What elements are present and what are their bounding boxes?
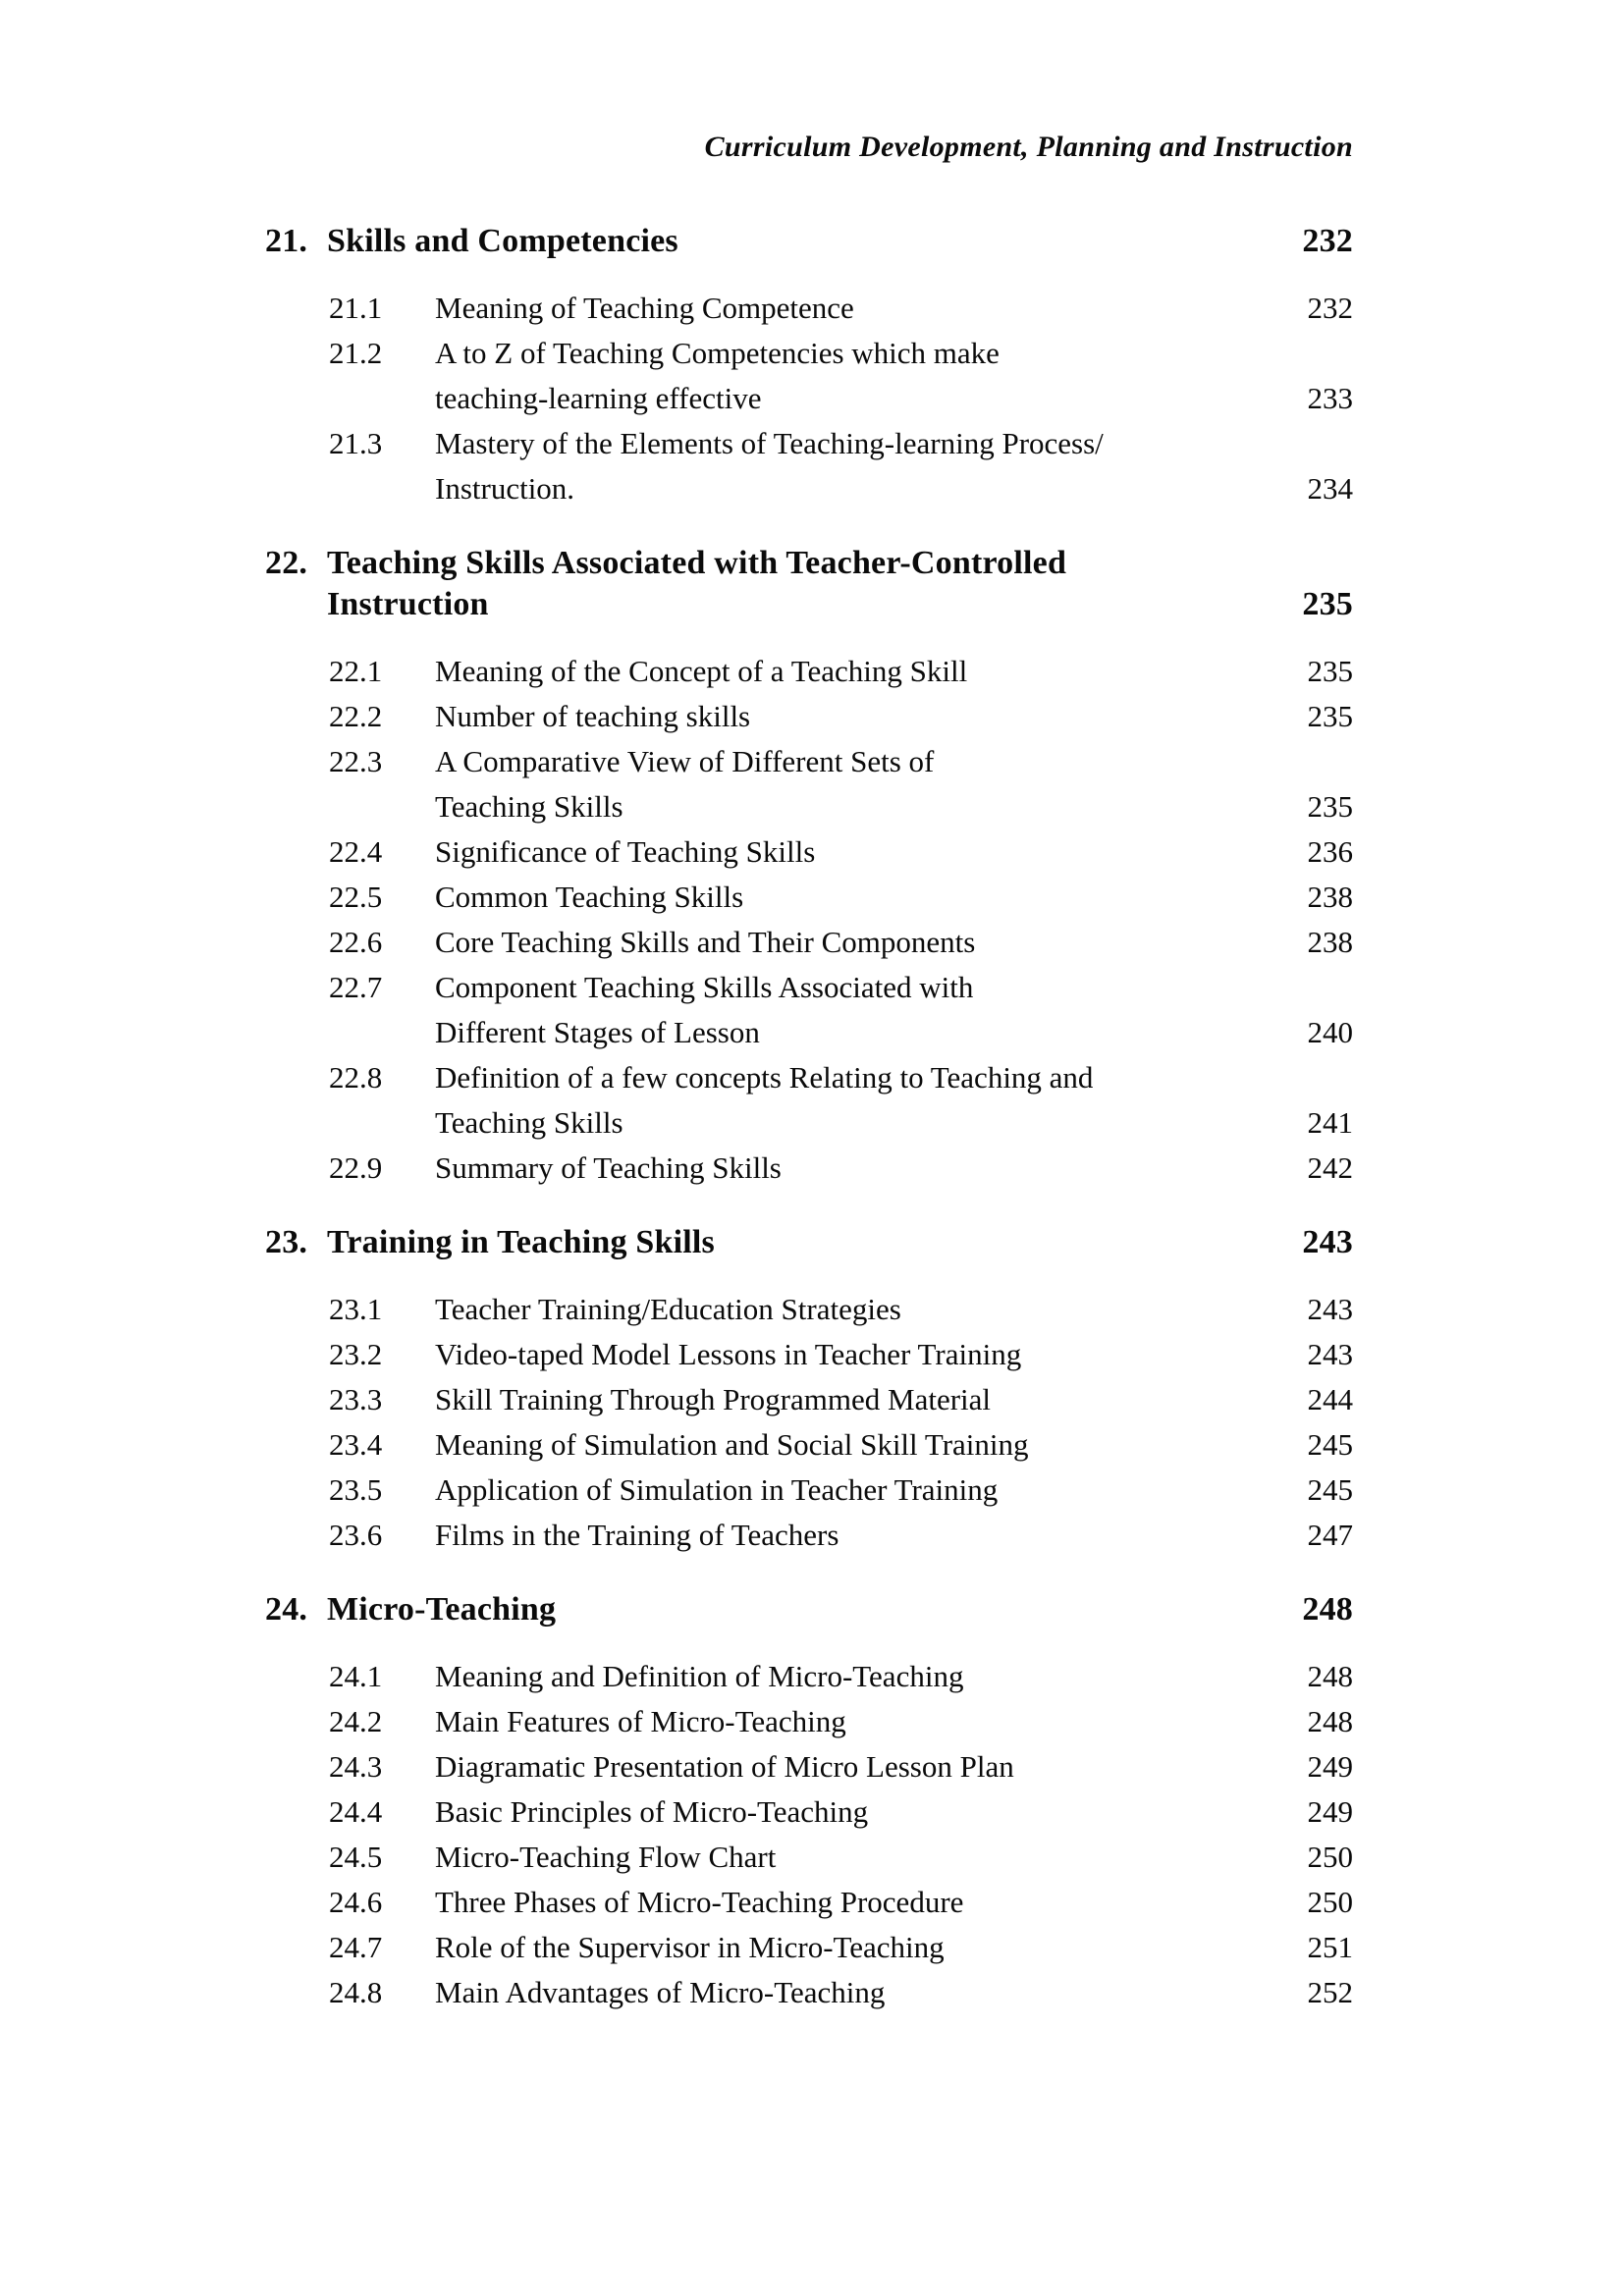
section-title: Micro-Teaching [327,1591,557,1628]
entry-number: 22.3 [329,744,383,778]
entry-number: 21.3 [329,426,383,460]
entry-title: Meaning of Simulation and Social Skill Training [435,1427,1029,1462]
toc-entry [265,1835,1353,1880]
entry-title: Teaching Skills [435,1105,623,1140]
entry-number: 21.2 [329,336,383,370]
entry-page-number: 243 [1307,1292,1353,1326]
toc-entry [265,331,1353,376]
entry-number: 24.4 [329,1794,383,1829]
section-entries [265,286,1353,511]
section-entries [265,1654,1353,2015]
entry-title: Summary of Teaching Skills [435,1150,782,1185]
entry-number: 22.9 [329,1150,383,1185]
entry-title: Skill Training Through Programmed Material [435,1382,992,1416]
entry-title: Role of the Supervisor in Micro-Teaching [435,1930,945,1964]
toc-entry [265,875,1353,920]
toc-entry [265,1377,1353,1422]
entry-title: Meaning and Definition of Micro-Teaching [435,1659,964,1693]
toc-entry-continuation [265,376,1353,421]
entry-number: 23.5 [329,1472,383,1507]
entry-page-number: 238 [1307,925,1353,959]
entry-page-number: 247 [1307,1518,1353,1552]
toc-entry [265,1468,1353,1513]
entry-title: Number of teaching skills [435,699,751,733]
entry-title: A to Z of Teaching Competencies which make [435,336,1000,370]
entry-title: Micro-Teaching Flow Chart [435,1840,777,1874]
toc-entry [265,694,1353,739]
entry-page-number: 248 [1307,1704,1353,1738]
entry-number: 22.8 [329,1060,383,1095]
section-page-number: 248 [1302,1591,1353,1628]
section-number: 22. [265,545,308,581]
entry-page-number: 233 [1307,381,1353,415]
entry-page-number: 232 [1307,291,1353,325]
entry-page-number: 248 [1307,1659,1353,1693]
toc-entry [265,1880,1353,1925]
entry-page-number: 234 [1307,471,1353,506]
entry-title: Films in the Training of Teachers [435,1518,839,1552]
entry-number: 22.7 [329,970,383,1004]
entry-page-number: 244 [1307,1382,1353,1416]
entry-page-number: 250 [1307,1840,1353,1874]
toc-entry-continuation [265,1010,1353,1055]
toc-section-22 [265,543,1353,1191]
entry-number: 24.8 [329,1975,383,2009]
entry-title: Different Stages of Lesson [435,1015,760,1049]
entry-number: 24.5 [329,1840,383,1874]
entry-number: 23.3 [329,1382,383,1416]
entry-number: 24.7 [329,1930,383,1964]
toc-entry [265,286,1353,331]
section-number: 21. [265,223,308,259]
toc-entry [265,920,1353,965]
entry-title: Definition of a few concepts Relating to Teaching and [435,1060,1094,1095]
section-page-number: 243 [1302,1224,1353,1260]
toc-entry [265,1789,1353,1835]
entry-title: Core Teaching Skills and Their Components [435,925,976,959]
entry-page-number: 252 [1307,1975,1353,2009]
toc-entry [265,1332,1353,1377]
section-entries [265,649,1353,1191]
toc-entry [265,649,1353,694]
entry-page-number: 235 [1307,699,1353,733]
toc-section-24 [265,1589,1353,2015]
entry-number: 24.3 [329,1749,383,1784]
entry-page-number: 240 [1307,1015,1353,1049]
entry-number: 23.6 [329,1518,383,1552]
entry-page-number: 245 [1307,1472,1353,1507]
entry-page-number: 245 [1307,1427,1353,1462]
entry-number: 24.1 [329,1659,383,1693]
entry-title: Basic Principles of Micro-Teaching [435,1794,869,1829]
entry-title: Mastery of the Elements of Teaching-learning Process/ [435,426,1104,460]
toc-section-21 [265,221,1353,511]
entry-page-number: 243 [1307,1337,1353,1371]
toc-entry [265,1699,1353,1744]
entry-page-number: 235 [1307,789,1353,824]
section-page-number: 235 [1302,586,1353,622]
entry-title: Video-taped Model Lessons in Teacher Training [435,1337,1022,1371]
toc-entry [265,1970,1353,2015]
section-heading-line [265,1222,1353,1263]
entry-page-number: 238 [1307,880,1353,914]
toc-entry [265,1287,1353,1332]
section-number: 24. [265,1591,308,1628]
section-heading-line [265,1589,1353,1630]
toc-entry [265,1055,1353,1100]
entry-title: Main Features of Micro-Teaching [435,1704,846,1738]
entry-page-number: 249 [1307,1749,1353,1784]
entry-number: 24.2 [329,1704,383,1738]
entry-title: Main Advantages of Micro-Teaching [435,1975,886,2009]
section-heading-continuation [265,584,1353,625]
entry-title: Application of Simulation in Teacher Training [435,1472,999,1507]
section-number: 23. [265,1224,308,1260]
entry-page-number: 236 [1307,834,1353,869]
entry-title: Significance of Teaching Skills [435,834,816,869]
entry-page-number: 251 [1307,1930,1353,1964]
toc-entry [265,829,1353,875]
toc-entry-continuation [265,784,1353,829]
toc-entry [265,1925,1353,1970]
entry-number: 22.5 [329,880,383,914]
entry-title: Three Phases of Micro-Teaching Procedure [435,1885,964,1919]
entry-title: A Comparative View of Different Sets of [435,744,935,778]
section-heading-line [265,221,1353,262]
entry-page-number: 242 [1307,1150,1353,1185]
entry-title: Teaching Skills [435,789,623,824]
entry-title: Component Teaching Skills Associated with [435,970,974,1004]
entry-page-number: 235 [1307,654,1353,688]
section-title: Skills and Competencies [327,223,678,259]
entry-page-number: 250 [1307,1885,1353,1919]
entry-number: 22.6 [329,925,383,959]
entry-page-number: 249 [1307,1794,1353,1829]
entry-title: teaching-learning effective [435,381,762,415]
section-title: Instruction [327,586,489,622]
section-title: Teaching Skills Associated with Teacher-Controlled [327,545,1067,581]
entry-number: 22.2 [329,699,383,733]
entry-number: 23.2 [329,1337,383,1371]
toc-entry [265,965,1353,1010]
section-entries [265,1287,1353,1558]
entry-number: 22.4 [329,834,383,869]
entry-title: Meaning of Teaching Competence [435,291,854,325]
section-title: Training in Teaching Skills [327,1224,715,1260]
entry-title: Diagramatic Presentation of Micro Lesson Plan [435,1749,1014,1784]
section-heading-line [265,543,1353,584]
entry-page-number: 241 [1307,1105,1353,1140]
toc-entry [265,1422,1353,1468]
entry-number: 21.1 [329,291,383,325]
toc-entry-continuation [265,1100,1353,1146]
entry-number: 23.1 [329,1292,383,1326]
entry-title: Common Teaching Skills [435,880,744,914]
toc-entry [265,421,1353,466]
entry-title: Instruction. [435,471,575,506]
toc-entry-continuation [265,466,1353,511]
running-head: Curriculum Development, Planning and Instruction [704,131,1353,163]
toc-entry [265,1513,1353,1558]
entry-number: 23.4 [329,1427,383,1462]
section-page-number: 232 [1302,223,1353,259]
entry-title: Teacher Training/Education Strategies [435,1292,901,1326]
entry-number: 24.6 [329,1885,383,1919]
toc-entry [265,739,1353,784]
toc-entry [265,1654,1353,1699]
entry-title: Meaning of the Concept of a Teaching Skill [435,654,968,688]
toc-entry [265,1744,1353,1789]
toc-content [265,131,1353,2015]
toc-entry [265,1146,1353,1191]
toc-section-23 [265,1222,1353,1558]
entry-number: 22.1 [329,654,383,688]
